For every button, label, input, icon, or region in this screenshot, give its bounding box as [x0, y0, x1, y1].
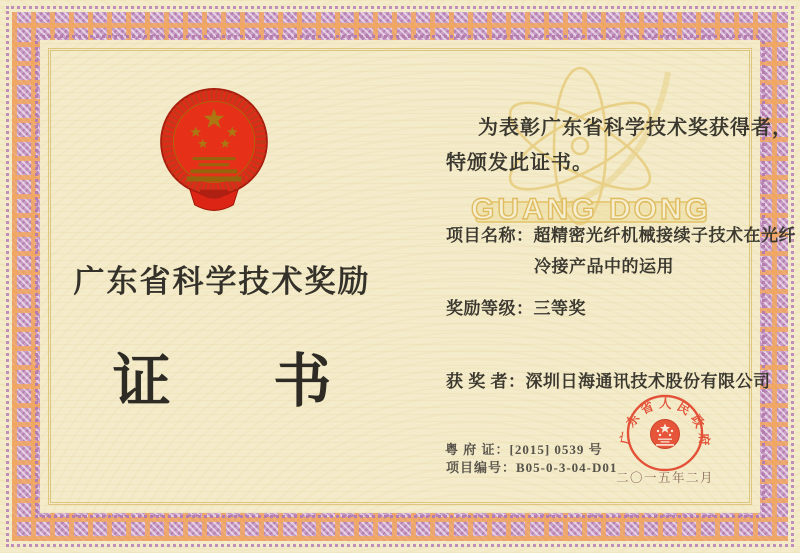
- winner-value: 深圳日海通讯技术股份有限公司: [525, 372, 771, 391]
- award-grade-value: 三等奖: [533, 299, 586, 318]
- seal-arc-text: 广东省人民政府: [618, 396, 712, 451]
- cert-number-label: 粤 府 证：: [445, 442, 510, 457]
- certificate-title: 广东省科学技术奖励: [73, 264, 371, 299]
- project-number-value: B05-0-3-04-D01: [516, 460, 618, 475]
- certificate-subtitle: 证 书: [112, 349, 376, 414]
- project-number-label: 项目编号：: [446, 460, 517, 475]
- cert-number-value: [2015] 0539 号: [509, 442, 603, 457]
- intro-line-1: 为表彰广东省科学技术奖获得者，: [478, 117, 793, 139]
- project-name-label: 项目名称：: [446, 226, 534, 245]
- award-grade-row: [446, 294, 586, 319]
- intro-line-2: 特颁发此证书。: [446, 152, 593, 174]
- watermark-text: GUANG DONG: [471, 193, 711, 226]
- award-grade-label: 奖励等级：: [446, 299, 534, 318]
- project-name-row: [446, 221, 796, 246]
- government-seal: [600, 376, 730, 488]
- cert-number-line: [445, 439, 603, 458]
- government-seal-icon: [600, 376, 730, 488]
- seal-national-emblem-icon: [651, 420, 680, 449]
- project-number-line: [446, 457, 617, 476]
- project-name-value-line2: 冷接产品中的运用: [534, 257, 674, 276]
- seal-date: 二〇一五年二月: [615, 471, 715, 485]
- china-national-emblem-icon: [158, 86, 270, 214]
- national-emblem: [158, 86, 270, 214]
- project-name-value-line1: 超精密光纤机械接续子技术在光纤: [533, 226, 796, 245]
- winner-label: 获 奖 者：: [446, 372, 526, 391]
